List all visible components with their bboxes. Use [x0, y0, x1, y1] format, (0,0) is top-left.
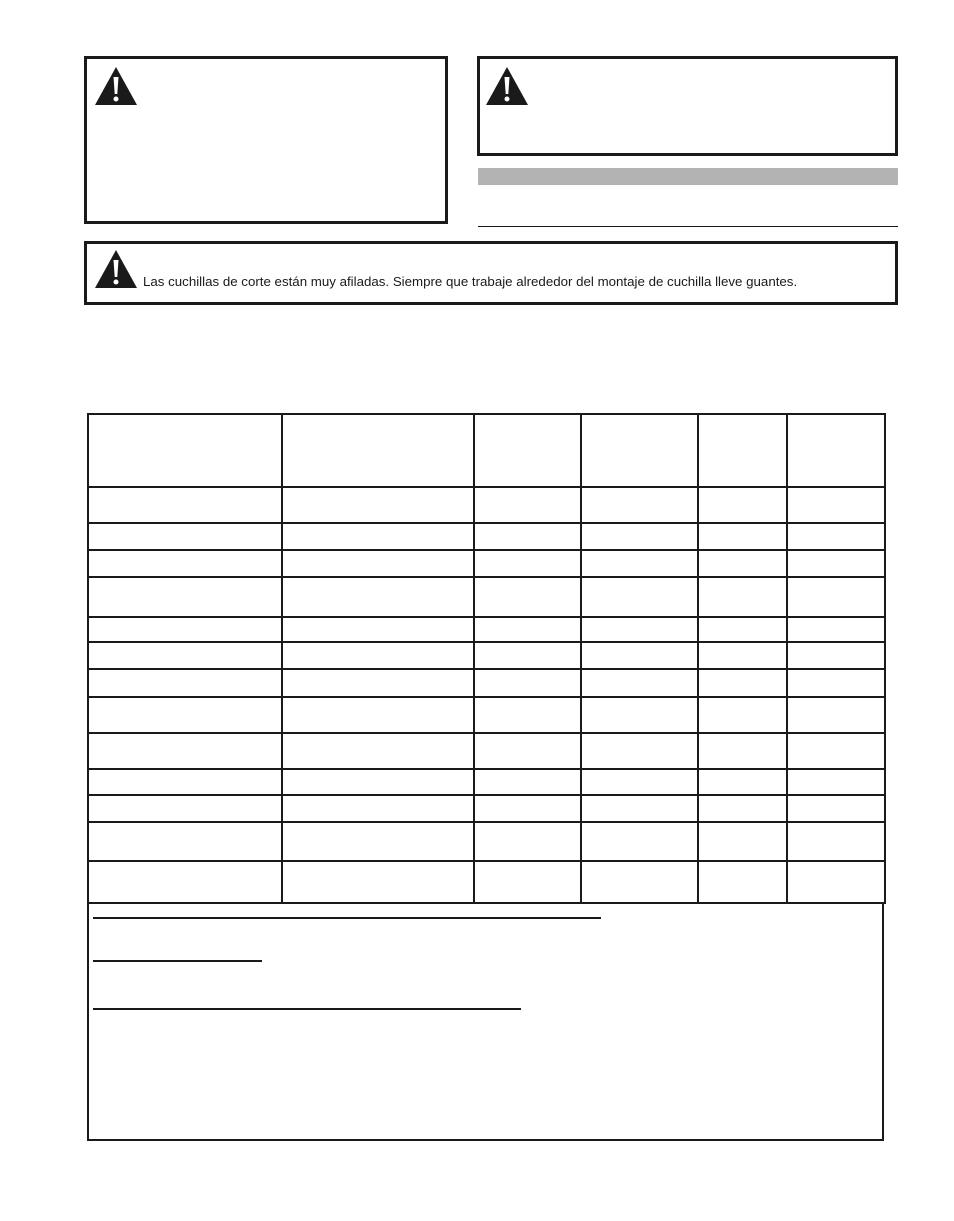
table-cell: [474, 733, 581, 769]
table-cell: [88, 822, 282, 861]
warning-box-blades: [84, 241, 898, 305]
table-row: [88, 577, 885, 617]
table-cell: [787, 733, 885, 769]
table-row: [88, 523, 885, 550]
table-cell: [698, 577, 787, 617]
table-cell: [787, 822, 885, 861]
table-row: [88, 733, 885, 769]
table-cell: [787, 523, 885, 550]
table-cell: [474, 861, 581, 903]
header-cell: [88, 414, 282, 487]
table-cell: [698, 822, 787, 861]
table-row: [88, 861, 885, 903]
table-cell: [581, 822, 698, 861]
table-cell: [474, 523, 581, 550]
table-row: [88, 642, 885, 669]
table-row: [88, 822, 885, 861]
table-cell: [787, 861, 885, 903]
table-cell: [581, 577, 698, 617]
table-row: [88, 669, 885, 697]
table-cell: [581, 523, 698, 550]
table-cell: [282, 669, 474, 697]
table-cell: [787, 669, 885, 697]
table-cell: [282, 822, 474, 861]
table-cell: [698, 697, 787, 733]
table-cell: [581, 669, 698, 697]
table-cell: [698, 795, 787, 822]
table-cell: [282, 733, 474, 769]
table-cell: [88, 669, 282, 697]
table-cell: [787, 550, 885, 577]
table-row: [88, 769, 885, 795]
table-cell: [581, 550, 698, 577]
data-table: [87, 413, 886, 904]
table-cell: [581, 861, 698, 903]
warning-box-top-left: [84, 56, 448, 224]
table-cell: [282, 617, 474, 642]
table-cell: [474, 697, 581, 733]
table-cell: [88, 697, 282, 733]
table-cell: [474, 822, 581, 861]
section-rule: [478, 226, 898, 227]
table-cell: [787, 697, 885, 733]
table-cell: [88, 523, 282, 550]
table-cell: [581, 697, 698, 733]
table-cell: [787, 642, 885, 669]
warning-triangle-icon: [485, 66, 529, 106]
table-cell: [698, 487, 787, 523]
table-cell: [787, 617, 885, 642]
header-cell: [787, 414, 885, 487]
table-cell: [474, 642, 581, 669]
table-cell: [88, 577, 282, 617]
table-cell: [474, 550, 581, 577]
note-underline-3: [93, 1008, 521, 1010]
table-cell: [581, 769, 698, 795]
table-cell: [698, 523, 787, 550]
table-row: [88, 697, 885, 733]
table-cell: [581, 487, 698, 523]
header-cell: [698, 414, 787, 487]
table-cell: [581, 617, 698, 642]
table-cell: [474, 669, 581, 697]
table-header-row: [88, 414, 885, 487]
table-cell: [474, 577, 581, 617]
warning-triangle-icon: [94, 66, 138, 106]
notes-area: [87, 903, 884, 1141]
table-cell: [88, 487, 282, 523]
table-cell: [787, 577, 885, 617]
section-heading-band: [478, 168, 898, 185]
header-cell: [282, 414, 474, 487]
table-cell: [88, 617, 282, 642]
table-row: [88, 617, 885, 642]
table-cell: [474, 617, 581, 642]
table-row: [88, 487, 885, 523]
table-cell: [88, 769, 282, 795]
table-row: [88, 795, 885, 822]
table-cell: [698, 769, 787, 795]
table-cell: [282, 697, 474, 733]
table-cell: [698, 617, 787, 642]
table-cell: [474, 795, 581, 822]
table-cell: [581, 642, 698, 669]
header-cell: [474, 414, 581, 487]
warning-box-top-right: [477, 56, 898, 156]
table-cell: [282, 769, 474, 795]
table-cell: [88, 795, 282, 822]
table-cell: [474, 769, 581, 795]
note-underline-2: [93, 960, 262, 962]
table-cell: [88, 861, 282, 903]
table-cell: [698, 733, 787, 769]
table-cell: [698, 669, 787, 697]
table-cell: [698, 550, 787, 577]
table-cell: [474, 487, 581, 523]
table-cell: [787, 487, 885, 523]
table-cell: [581, 795, 698, 822]
warning-triangle-icon: [94, 249, 138, 289]
table-cell: [787, 795, 885, 822]
table-cell: [282, 642, 474, 669]
table-cell: [581, 733, 698, 769]
header-cell: [581, 414, 698, 487]
table-cell: [698, 861, 787, 903]
note-underline-1: [93, 917, 601, 919]
table-cell: [282, 861, 474, 903]
table-cell: [698, 642, 787, 669]
table-cell: [282, 523, 474, 550]
blade-warning-text: Las cuchillas de corte están muy afiladas. Siempre que trabaje alrededor del montaje de cuchilla lleve guantes.: [143, 274, 798, 289]
table-cell: [88, 733, 282, 769]
table-body: [88, 414, 885, 903]
table-cell: [282, 550, 474, 577]
table-row: [88, 550, 885, 577]
table-cell: [787, 769, 885, 795]
table-cell: [282, 487, 474, 523]
table-cell: [282, 795, 474, 822]
table-cell: [88, 642, 282, 669]
table-cell: [88, 550, 282, 577]
table-cell: [282, 577, 474, 617]
